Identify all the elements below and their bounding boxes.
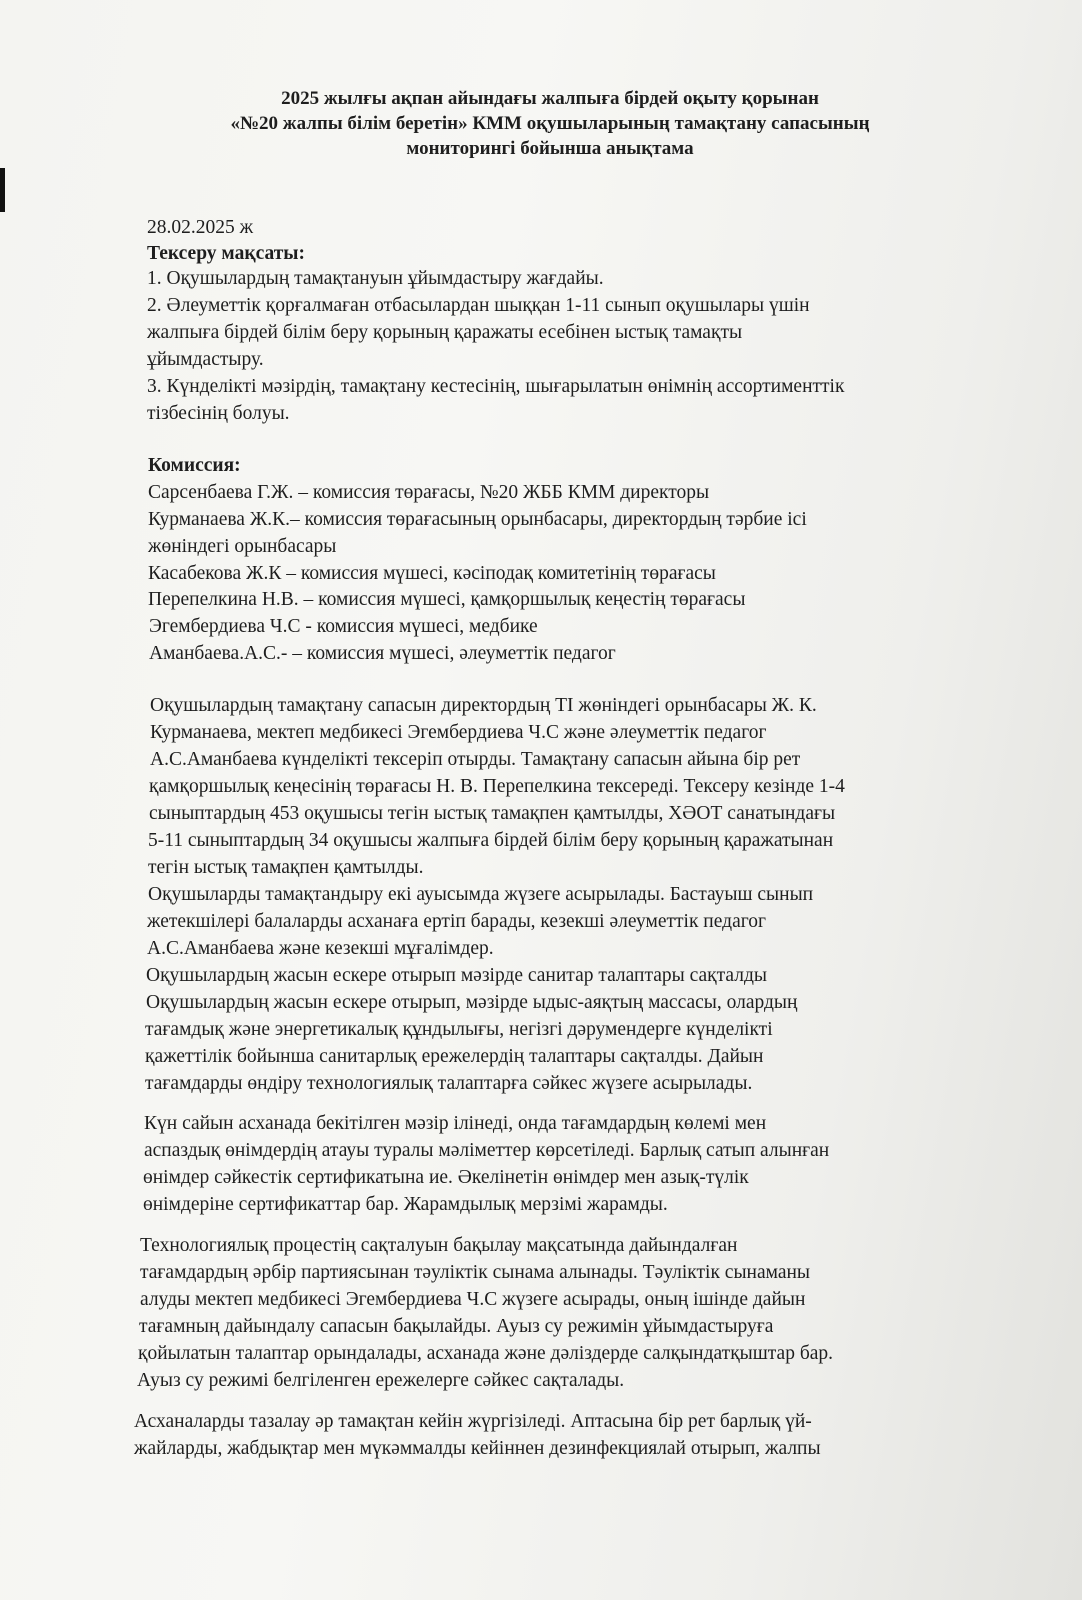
- body-line: қамқоршылық кеңесінің төрағасы Н. В. Перепелкина тексереді. Тексеру кезінде 1-4: [149, 776, 845, 797]
- body-line: Күн сайын асханада бекітілген мәзір ілінеді, онда тағамдардың көлемі мен: [144, 1113, 767, 1134]
- purpose-line: тізбесінің болуы.: [147, 403, 290, 424]
- body-line: Технологиялық процестің сақталуын бақылау мақсатында дайындалған: [140, 1235, 738, 1256]
- purpose-line: ұйымдастыру.: [147, 349, 264, 370]
- body-line: тағамның дайындалу сапасын бақылайды. Ауыз су режимін ұйымдастыруға: [139, 1316, 774, 1337]
- body-line: алуды мектеп медбикесі Эгембердиева Ч.С жүзеге асырады, оның ішінде дайын: [140, 1289, 806, 1310]
- commission-member: Перепелкина Н.В. – комиссия мүшесі, қамқоршылық кеңестің төрағасы: [148, 589, 746, 610]
- commission-member: Касабекова Ж.К – комиссия мүшесі, кәсіподақ комитетінің төрағасы: [148, 563, 716, 584]
- body-line: тағамдарды өндіру технологиялық талаптарға сәйкес жүзеге асырылады.: [145, 1073, 753, 1094]
- title-line: «№20 жалпы білім беретін» КММ оқушыларының тамақтану сапасының: [230, 113, 870, 134]
- body-line: сыныптардың 453 оқушысы тегін ыстық тамақпен қамтылды, ХӘОТ санатындағы: [149, 803, 836, 824]
- body-line: жайларды, жабдықтар мен мүкәммалды кейіннен дезинфекциялай отырып, жалпы: [134, 1438, 821, 1459]
- body-line: Курманаева, мектеп медбикесі Эгембердиева Ч.С және әлеуметтік педагог: [150, 722, 767, 743]
- body-line: тағамдық және энергетикалық құндылығы, негізгі дәрумендерге күнделікті: [145, 1019, 773, 1040]
- body-line: қойылатын талаптар орындалады, асханада және дәліздерде салқындатқыштар бар.: [138, 1343, 834, 1364]
- body-line: Асханаларды тазалау әр тамақтан кейін жүргізіледі. Аптасына бір рет барлық үй-: [134, 1411, 812, 1432]
- page-edge-mark: [0, 168, 5, 212]
- purpose-line: 2. Әлеуметтік қорғалмаған отбасылардан шыққан 1-11 сынып оқушылары үшін: [147, 295, 810, 316]
- body-line: Оқушылардың жасын ескере отырып мәзірде санитар талаптары сақталды: [146, 965, 768, 986]
- body-line: А.С.Аманбаева күнделікті тексеріп отырды. Тамақтану сапасын айына бір рет: [150, 749, 801, 770]
- commission-member: Аманбаева.А.С.- – комиссия мүшесі, әлеуметтік педагог: [149, 643, 616, 664]
- body-line: Оқушылардың жасын ескере отырып, мәзірде ыдыс-аяқтың массасы, олардың: [146, 992, 798, 1013]
- commission-member: жөніндегі орынбасары: [148, 536, 337, 557]
- commission-heading: Комиссия:: [148, 455, 241, 476]
- title-line: 2025 жылғы ақпан айындағы жалпыға бірдей оқыту қорынан: [281, 88, 819, 109]
- body-line: тағамдардың әрбір партиясынан тәуліктік сынама алынады. Тәуліктік сынаманы: [140, 1262, 811, 1283]
- body-line: Ауыз су режимі белгіленген ережелерге сәйкес сақталады.: [137, 1370, 625, 1391]
- purpose-line: жалпыға бірдей білім беру қорының қаражаты есебінен ыстық тамақты: [147, 322, 743, 343]
- body-line: Оқушылардың тамақтану сапасын директордың ТІ жөніндегі орынбасары Ж. К.: [150, 695, 817, 716]
- document-date: 28.02.2025 ж: [147, 217, 254, 238]
- body-line: аспаздық өнімдердің атауы туралы мәліметтер көрсетіледі. Барлық сатып алынған: [144, 1140, 830, 1161]
- body-line: тегін ыстық тамақпен қамтылды.: [148, 857, 424, 878]
- body-line: өнімдер сәйкестік сертификатына ие. Әкелінетін өнімдер мен азық-түлік: [143, 1167, 749, 1188]
- purpose-heading: Тексеру мақсаты:: [147, 243, 305, 264]
- body-line: А.С.Аманбаева және кезекші мұғалімдер.: [147, 938, 494, 959]
- body-line: өнімдеріне сертификаттар бар. Жарамдылық мерзімі жарамды.: [143, 1194, 668, 1215]
- body-line: жетекшілері балаларды асханаға ертіп барады, кезекші әлеуметтік педагог: [147, 911, 766, 932]
- title-line: мониторингі бойынша анықтама: [406, 138, 694, 159]
- purpose-line: 1. Оқушылардың тамақтануын ұйымдастыру жағдайы.: [147, 268, 604, 289]
- body-line: қажеттілік бойынша санитарлық ережелердің талаптары сақталды. Дайын: [145, 1046, 764, 1067]
- body-line: 5-11 сыныптардың 34 оқушысы жалпыға бірдей білім беру қорының қаражатынан: [148, 830, 834, 851]
- document-title: [150, 86, 950, 161]
- commission-member: Эгембердиева Ч.С - комиссия мүшесі, медбике: [149, 616, 538, 637]
- purpose-line: 3. Күнделікті мәзірдің, тамақтану кестесінің, шығарылатын өнімнің ассортименттік: [147, 376, 845, 397]
- body-line: Оқушыларды тамақтандыру екі ауысымда жүзеге асырылады. Бастауыш сынып: [148, 884, 814, 905]
- commission-member: Курманаева Ж.К.– комиссия төрағасының орынбасары, директордың тәрбие ісі: [148, 509, 807, 530]
- commission-member: Сарсенбаева Г.Ж. – комиссия төрағасы, №20 ЖББ КММ директоры: [148, 482, 710, 503]
